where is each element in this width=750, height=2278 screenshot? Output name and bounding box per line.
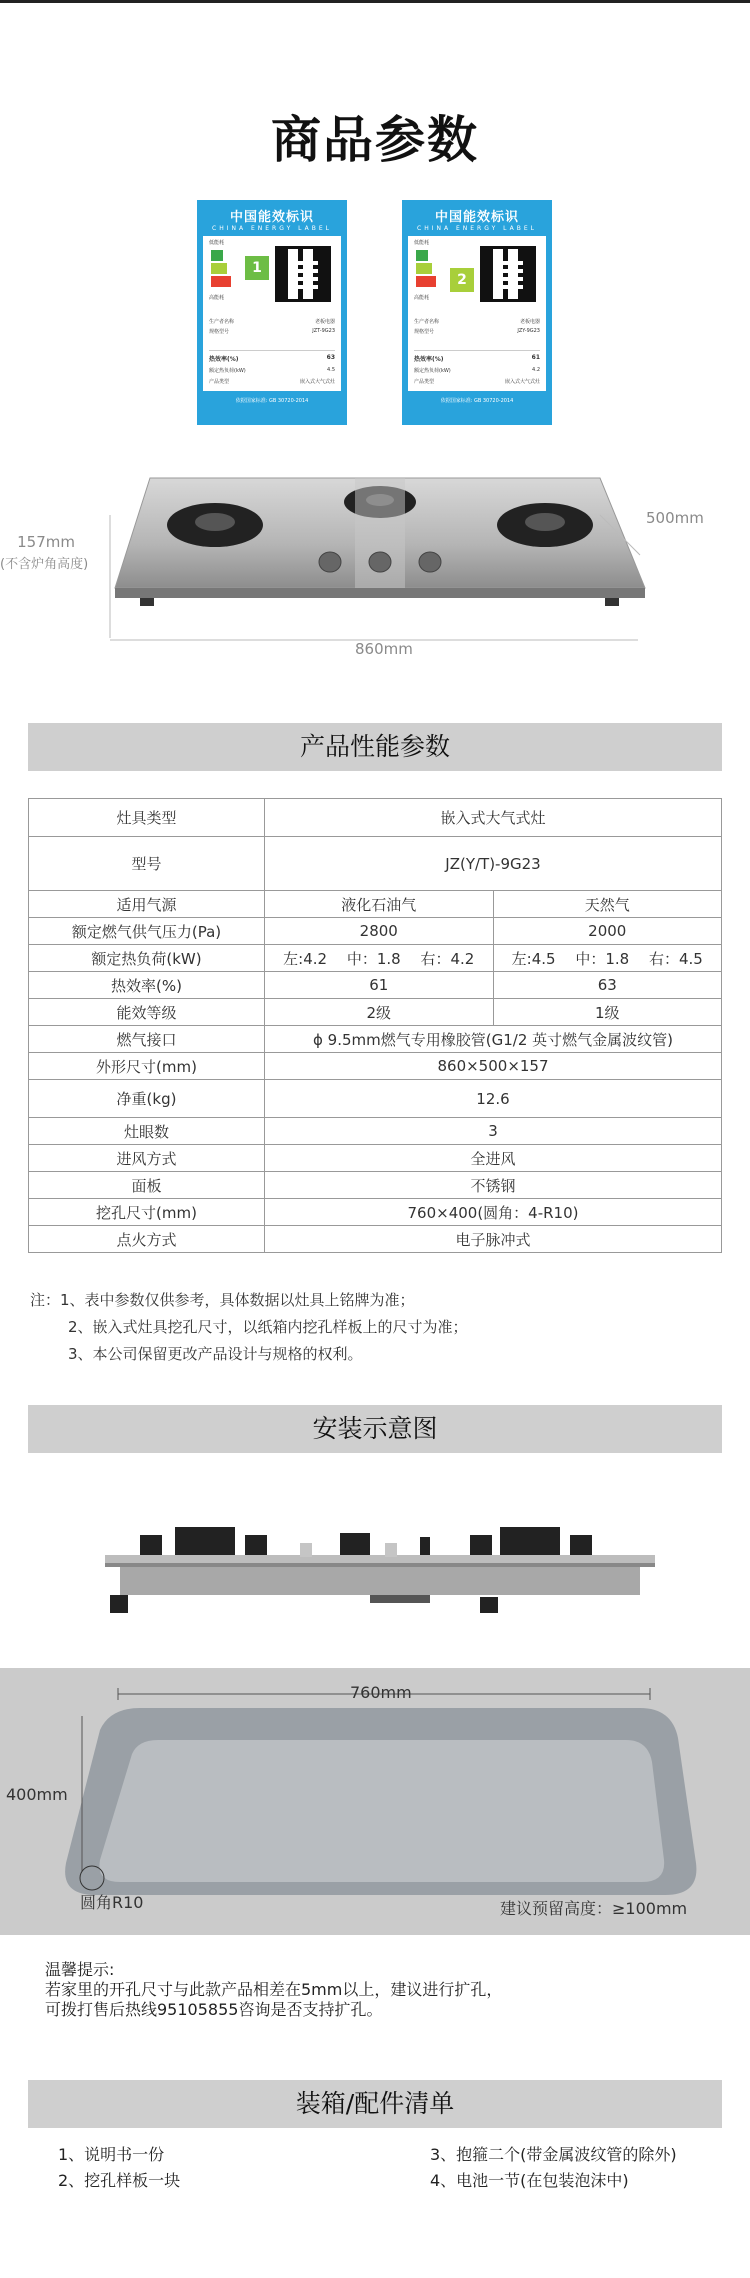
depth-dimension: 500mm <box>646 509 704 527</box>
table-row <box>29 891 722 918</box>
spec-value-ng: 1级 <box>493 999 722 1026</box>
qr-code-icon <box>275 246 331 302</box>
energy-grade-badge: 1 <box>245 256 269 280</box>
spec-value: ϕ 9.5mm燃气专用橡胶管(G1/2 英寸燃气金属波纹管) <box>265 1026 722 1053</box>
spec-key: 外形尺寸(mm) <box>29 1053 265 1080</box>
energy-label-top-label: 低能耗 <box>209 240 225 246</box>
dimension-lines <box>0 500 750 650</box>
width-dimension: 860mm <box>355 640 413 658</box>
energy-label-bottom-label: 高能耗 <box>414 295 430 301</box>
energy-label-header: 中国能效标识 <box>229 210 314 225</box>
model-value: JZY-9G23 <box>517 328 540 334</box>
energy-label-grade-1 <box>197 200 347 425</box>
maker-value: 老板电器 <box>314 319 335 325</box>
energy-grade-bars <box>211 250 231 289</box>
model-value: JZT-9G23 <box>312 328 335 334</box>
maker-value: 老板电器 <box>519 319 540 325</box>
efficiency-label: 热效率(%) <box>414 356 444 363</box>
spec-key: 燃气接口 <box>29 1026 265 1053</box>
spec-key: 面板 <box>29 1172 265 1199</box>
energy-label-grade-2 <box>402 200 552 425</box>
spec-value: 860×500×157 <box>265 1053 722 1080</box>
spec-value-lpg: 2800 <box>265 918 494 945</box>
table-row <box>29 918 722 945</box>
table-row <box>29 1145 722 1172</box>
spec-key: 适用气源 <box>29 891 265 918</box>
energy-label-footer: 依据国家标准: GB 30720-2014 <box>440 398 514 404</box>
energy-label-footer: 依据国家标准: GB 30720-2014 <box>235 398 309 404</box>
packing-list-left <box>58 2142 180 2194</box>
table-row <box>29 945 722 972</box>
spec-value-lpg: 液化石油气 <box>265 891 494 918</box>
table-row <box>29 1118 722 1145</box>
spec-notes <box>30 1287 468 1368</box>
cutout-width-label: 760mm <box>350 1683 412 1702</box>
height-dimension: 157mm <box>17 533 75 551</box>
table-row <box>29 1080 722 1118</box>
table-row <box>29 799 722 837</box>
spec-key: 进风方式 <box>29 1145 265 1172</box>
spec-value-ng: 左:4.5 中：1.8 右：4.5 <box>493 945 722 972</box>
spec-key: 额定热负荷(kW) <box>29 945 265 972</box>
efficiency-label: 热效率(%) <box>209 356 239 363</box>
spec-key: 型号 <box>29 837 265 891</box>
table-row <box>29 999 722 1026</box>
spec-key: 挖孔尺寸(mm) <box>29 1199 265 1226</box>
tips-line: 若家里的开孔尺寸与此款产品相差在5mm以上，建议进行扩孔， <box>45 1980 503 1999</box>
spec-value: 电子脉冲式 <box>265 1226 722 1253</box>
spec-value: 全进风 <box>265 1145 722 1172</box>
model-label: 规格型号 <box>414 329 435 335</box>
height-note: (不含炉角高度) <box>0 557 89 572</box>
performance-spec-table <box>28 798 722 1253</box>
spec-value: 12.6 <box>265 1080 722 1118</box>
qr-code-icon <box>480 246 536 302</box>
spec-key: 能效等级 <box>29 999 265 1026</box>
list-item: 1、说明书一份 <box>58 2145 165 2164</box>
table-row <box>29 1226 722 1253</box>
packing-list-right <box>430 2142 677 2194</box>
cutout-height-label: 400mm <box>6 1785 68 1804</box>
note-line: 2、嵌入式灶具挖孔尺寸，以纸箱内挖孔样板上的尺寸为准； <box>68 1318 468 1336</box>
spec-value: 不锈钢 <box>265 1172 722 1199</box>
packing-section-header: 装箱/配件清单 <box>28 2080 722 2128</box>
spec-value: 760×400(圆角：4-R10) <box>265 1199 722 1226</box>
rated-value: 4.5 <box>327 367 335 373</box>
top-divider <box>0 0 750 3</box>
table-row <box>29 1053 722 1080</box>
rated-value: 4.2 <box>532 367 540 373</box>
energy-label-subheader: CHINA ENERGY LABEL <box>212 225 332 232</box>
table-row <box>29 837 722 891</box>
table-row <box>29 1172 722 1199</box>
spec-value-ng: 63 <box>493 972 722 999</box>
energy-label-header: 中国能效标识 <box>434 210 519 225</box>
spec-key: 热效率(%) <box>29 972 265 999</box>
table-row <box>29 972 722 999</box>
energy-grade-bars <box>416 250 436 289</box>
type-value: 嵌入式大气式灶 <box>504 379 540 385</box>
tips-title: 温馨提示: <box>45 1960 115 1979</box>
note-line: 注：1、表中参数仅供参考，具体数据以灶具上铭牌为准； <box>30 1291 415 1309</box>
tips-line: 可拨打售后热线95105855咨询是否支持扩孔。 <box>45 2000 383 2019</box>
install-section-header: 安装示意图 <box>28 1405 722 1453</box>
efficiency-value: 63 <box>326 354 335 361</box>
spec-value: JZ(Y/T)-9G23 <box>265 837 722 891</box>
spec-key: 净重(kg) <box>29 1080 265 1118</box>
type-label: 产品类型 <box>414 379 435 385</box>
energy-label-subheader: CHINA ENERGY LABEL <box>417 225 537 232</box>
spec-value: 3 <box>265 1118 722 1145</box>
spec-key: 灶具类型 <box>29 799 265 837</box>
list-item: 2、挖孔样板一块 <box>58 2171 181 2190</box>
spec-value-ng: 2000 <box>493 918 722 945</box>
rated-label: 额定热负荷(kW) <box>209 368 246 374</box>
spec-value-lpg: 左:4.2 中：1.8 右：4.2 <box>265 945 494 972</box>
list-item: 3、抱箍二个(带金属波纹管的除外) <box>430 2145 677 2164</box>
table-row <box>29 1026 722 1053</box>
tips-block <box>45 1960 502 2020</box>
spec-key: 额定燃气供气压力(Pa) <box>29 918 265 945</box>
maker-label: 生产者名称 <box>414 319 440 325</box>
efficiency-value: 61 <box>531 354 540 361</box>
spec-value-ng: 天然气 <box>493 891 722 918</box>
list-item: 4、电池一节(在包装泡沫中) <box>430 2171 629 2190</box>
type-value: 嵌入式大气式灶 <box>299 379 335 385</box>
spec-key: 点火方式 <box>29 1226 265 1253</box>
note-line: 3、本公司保留更改产品设计与规格的权利。 <box>68 1345 363 1363</box>
spec-value: 嵌入式大气式灶 <box>265 799 722 837</box>
spec-value-lpg: 2级 <box>265 999 494 1026</box>
energy-label-bottom-label: 高能耗 <box>209 295 225 301</box>
spec-key: 灶眼数 <box>29 1118 265 1145</box>
performance-section-header: 产品性能参数 <box>28 723 722 771</box>
stove-side-view-image <box>100 1505 660 1615</box>
table-row <box>29 1199 722 1226</box>
corner-radius-label: 圆角R10 <box>80 1893 144 1912</box>
model-label: 规格型号 <box>209 329 230 335</box>
spec-value-lpg: 61 <box>265 972 494 999</box>
clearance-label: 建议预留高度：≥100mm <box>500 1899 688 1918</box>
energy-grade-badge: 2 <box>450 268 474 292</box>
page-title: 商品参数 <box>271 111 479 169</box>
maker-label: 生产者名称 <box>209 319 235 325</box>
type-label: 产品类型 <box>209 379 230 385</box>
rated-label: 额定热负荷(kW) <box>414 368 451 374</box>
energy-label-top-label: 低能耗 <box>414 240 430 246</box>
